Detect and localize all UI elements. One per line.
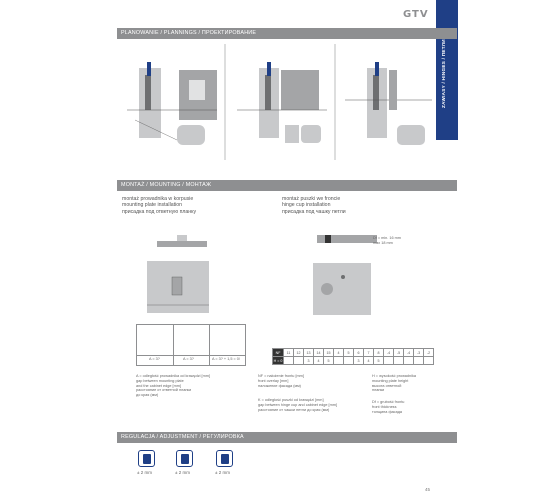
- right-title-en: hinge cup installation: [282, 202, 331, 209]
- nf-value: 14: [314, 349, 324, 357]
- nf-value: 8: [374, 349, 384, 357]
- adjust-value: ± 2 mm: [175, 470, 190, 475]
- note-line: расстояние от чашки петли до края (мм): [258, 407, 330, 412]
- planning-diagram-2: [237, 62, 327, 143]
- note-line: Df = grubość frontu: [372, 400, 405, 404]
- right-title-pl: montaż puszki we froncie: [282, 196, 341, 202]
- k-value: 4: [364, 357, 374, 365]
- hinge-cup-diagram: [313, 235, 377, 315]
- note-a: [136, 374, 210, 398]
- side-adjust-icon: [176, 450, 193, 467]
- left-title-ru: присадка под ответную планку: [122, 208, 197, 215]
- nf-value: 5: [344, 349, 354, 357]
- note-line: A = odległość prowadnika od krawędzi [mm]: [136, 374, 210, 378]
- planning-diagram-1: [127, 62, 217, 145]
- left-title-en: mounting plate installation: [122, 202, 182, 209]
- note-line: расстояние от ответной планки: [136, 388, 192, 393]
- nf-value: -2: [424, 349, 434, 357]
- mounting-plate-diagram: [147, 235, 209, 313]
- nf-value: 15: [324, 349, 334, 357]
- adjust-value: ± 2 mm: [137, 470, 152, 475]
- height-adjust-icon: [216, 450, 233, 467]
- cup-note: [373, 236, 401, 246]
- k-value: 3: [304, 357, 314, 365]
- note-k: [258, 398, 337, 412]
- nf-value: 4: [334, 349, 344, 357]
- note-line: планки: [372, 388, 385, 393]
- k-value: 3: [354, 357, 364, 365]
- formula-table: [136, 324, 246, 366]
- table-row: [273, 349, 434, 357]
- note-line: gap between mounting plate: [136, 378, 184, 383]
- cup-note-line: max 18 mm: [373, 240, 393, 245]
- formula-cell: A = 3?: [149, 357, 160, 361]
- note-line: H = wysokość prowadnika: [372, 374, 416, 378]
- side-tab: [436, 0, 458, 140]
- nf-value: -3: [414, 349, 424, 357]
- note-line: высота ответной: [372, 383, 402, 388]
- section-bar-mounting: MONTAŻ / MOUNTING / МОНТАЖ: [117, 180, 457, 191]
- overlay-table: [272, 348, 434, 365]
- k-value: 5: [324, 357, 334, 365]
- note-line: толщина фасада: [372, 409, 403, 414]
- note-df: [372, 400, 404, 414]
- cup-note-line: Df = min. 16 mm: [373, 236, 401, 240]
- note-line: and the cabinet edge [mm]: [136, 383, 181, 388]
- adjust-value: ± 2 mm: [215, 470, 230, 475]
- formula-cell: A = 3?: [183, 357, 194, 361]
- h-label: H = 0: [273, 358, 283, 363]
- note-line: front overlay [mm]: [258, 378, 289, 383]
- nf-value: 13: [304, 349, 314, 357]
- note-line: gap between hinge cup and cabinet edge [mm]: [258, 402, 337, 407]
- note-line: до края (мм): [136, 393, 159, 398]
- right-title: [282, 196, 346, 215]
- note-line: mounting plate height: [372, 378, 409, 383]
- section-bar-planning: PLANOWANIE / PLANNINGS / ПРОЕКТИРОВАНИЕ: [117, 28, 457, 39]
- side-tab-label: ZAWIASY / HINGES / ПЕТЛИ: [441, 39, 446, 108]
- left-title: [122, 196, 196, 215]
- nf-value: 6: [354, 349, 364, 357]
- k-value: 4: [314, 357, 324, 365]
- left-title-pl: montaż prowadnika w korpusie: [122, 196, 194, 202]
- page-number: 45: [425, 487, 431, 492]
- planning-diagram-3: [345, 62, 432, 145]
- planning-diagrams: [117, 40, 437, 165]
- note-nf: [258, 374, 304, 388]
- note-line: K = odległość puszki od krawędzi [mm]: [258, 398, 324, 402]
- nf-value: -5: [394, 349, 404, 357]
- section-bar-adjustment: REGULACJA / ADJUSTMENT / РЕГУЛИРОВКА: [117, 432, 457, 443]
- nf-value: -4: [384, 349, 394, 357]
- formula-cell: A = 3? + 1,5 = 0/: [212, 357, 240, 361]
- k-value: 5: [374, 357, 384, 365]
- nf-value: 12: [294, 349, 304, 357]
- note-line: NF = nałożenie frontu [mm]: [258, 374, 304, 378]
- note-line: front thickness: [372, 404, 397, 409]
- right-title-ru: присадка под чашку петли: [282, 208, 346, 215]
- depth-adjust-icon: [138, 450, 155, 467]
- nf-value: 11: [284, 349, 294, 357]
- note-h: [372, 374, 416, 393]
- table-row: [273, 357, 434, 365]
- brand-logo: GTV: [403, 9, 429, 20]
- note-line: наложение фасада (мм): [258, 383, 301, 388]
- nf-value: -4: [404, 349, 414, 357]
- nf-value: 7: [364, 349, 374, 357]
- nf-label: NF: [273, 349, 284, 357]
